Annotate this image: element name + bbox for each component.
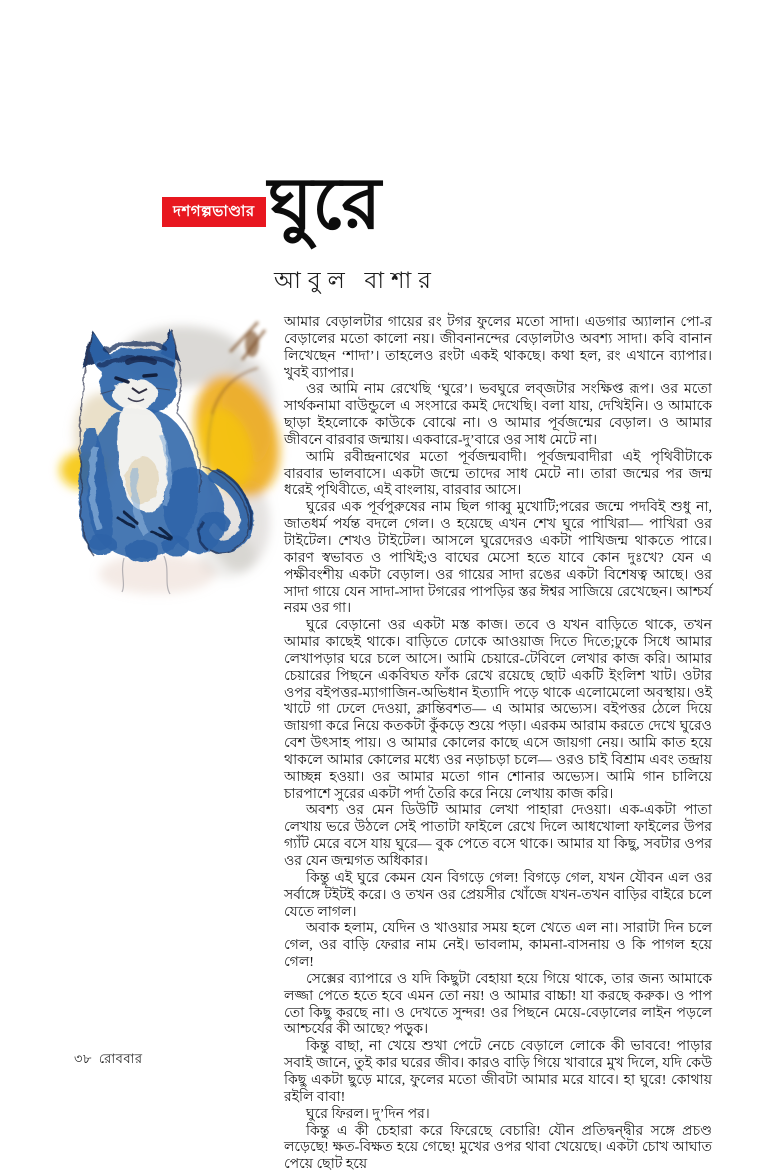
author-name: আবুল বাশার: [274, 262, 438, 301]
page-footer: [74, 1050, 142, 1071]
story-paragraph: আমার বেড়ালটার গায়ের রং টগর ফুলের মতো সাদা। এডগার অ্যালান পো-র বেড়ালের মতো কালো নয়। জীবনানন্দের বেড়ালটাও অবশ্য সাদা। কবি বানান লিখেছেন ‘শাদা’। তাহলেও রংটা একই থাকছে। কথা হল, রং এখানে ব্যাপার। খুবই ব্যাপার।: [284, 315, 712, 382]
magazine-name: রোববার: [99, 1051, 143, 1066]
story-paragraph: সেক্সের ব্যাপারে ও যদি কিছুটা বেহায়া হয়ে গিয়ে থাকে, তার জন্য আমাকে লজ্জা পেতে হতে হবে এমন তো নয়! ও আমার বাচ্চা! যা করছে করুক। ও পাপ তো কিছু করছে না। ও দেখতে সুন্দর! ওর পিছনে মেয়ে-বেড়ালের লাইন পড়লে আশ্চর্যের কী আছে? পড়ুক।: [284, 972, 712, 1039]
story-paragraph: অবশ্য ওর মেন ডিউটি আমার লেখা পাহারা দেওয়া। এক-একটা পাতা লেখায় ভরে উঠলে সেই পাতাটা ফাইলে রেখে দিলে আধখোলা ফাইলের উপর গ্যাঁট মেরে বসে যায় ঘুরে— বুক পেতে বসে থাকে। আমার যা কিছু, সবটার ওপর ওর যেন জন্মগত অধিকার।: [284, 803, 712, 870]
story-paragraph: কিন্তু এই ঘুরে কেমন যেন বিগড়ে গেল! বিগড়ে গেল, যখন যৌবন এল ওর সর্বাঙ্গে টইটই করে। ও তখন ওর প্রেয়সীর খোঁজে যখন-তখন বাড়ির বাইরে চলে যেতে লাগল।: [284, 871, 712, 922]
page-number: ৩৮: [74, 1051, 92, 1066]
story-paragraph: কিন্তু বাছা, না খেয়ে শুখা পেটে নেচে বেড়ালে লোকে কী ভাববে! পাড়ার সবাই জানে, তুই কার ঘরের জীব। কারও বাড়ি গিয়ে খাবারে মুখ দিলে, যদি কেউ কিছু একটা ছুড়ে মারে, ফুলের মতো জীবটা আমার মরে যাবে। হা ঘুরে! কোথায় রইলি বাবা!: [284, 1039, 712, 1106]
story-paragraph: ওর আমি নাম রেখেছি ‘ঘুরে’। ভবঘুরে লব্‌জটার সংক্ষিপ্ত রূপ। ওর মতো সার্থকনামা বাউন্ডুলে এ সংসারে কমই দেখেছি। বলা যায়, দেখিইনি। ও আমাকে ছাড়া ইহলোকে কাউকে বোঝে না। ও আমার পূর্বজন্মের বেড়াল। ও আমার জীবনে বারবার জন্মায়। একবারে-দু’বারে ওর সাধ মেটে না।: [284, 382, 712, 449]
story-paragraph: ঘুরের এক পূর্বপুরুষের নাম ছিল গাব্বু মুখোটি;পরের জন্মে পদবিই শুধু না, জাতধর্ম পর্যন্ত বদলে গেল। ও হয়েছে এখন শেখ ঘুরে পাখিরা— পাখিরা ওর টাইটেল। শেখও টাইটেল। আসলে ঘুরেদেরও একটা পাখিজন্ম থাকতে পারে। কারণ স্বভাবত ও পাখিই;ও বাঘের মেসো হতে যাবে কোন দুঃখে? যেন এ পক্ষীবংশীয় একটা বেড়াল। ওর গায়ের সাদা রঙের একটা বিশেষত্ব আছে। ওর সাদা গায়ে যেন সাদা-সাদা টগরের পাপড়ির স্তর ঈশ্বর সাজিয়ে রেখেছেন। আশ্চর্য নরম ওর গা।: [284, 500, 712, 618]
story-title: ঘুরে: [268, 163, 381, 246]
section-label: দশগল্পভাণ্ডার: [162, 197, 266, 227]
story-paragraph: ঘুরে ফিরল। দু’দিন পর।: [284, 1107, 712, 1124]
cat-illustration: [62, 318, 272, 608]
story-paragraph: ঘুরে বেড়ানো ওর একটা মস্ত কাজ। তবে ও যখন বাড়িতে থাকে, তখন আমার কাছেই থাকে। বাড়িতে ঢোকে আওয়াজ দিতে দিতে;ঢুকে সিধে আমার লেখাপড়ার ঘরে চলে আসে। আমি চেয়ারে-টেবিলে লেখার কাজ করি। আমার চেয়ারের পিছনে একবিঘত ফাঁক রেখে রয়েছে ছোট একটি ইংলিশ খাট। ওটার ওপর বইপত্তর-ম্যাগাজিন-অভিধান ইত্যাদি পড়ে থাকে এলোমেলো অবস্থায়। ওই খাটে গা ঢেলে দেওয়া, ক্লান্তিবশত— এ আমার অভ্যেস। বইপত্তর ঠেলে দিয়ে জায়গা করে নিয়ে কতকটা কুঁকড়ে শুয়ে পড়া। এরকম আরাম করতে দেখে ঘুরেও বেশ উৎসাহ পায়। ও আমার কোলের কাছে এসে জায়গা নেয়। আমি কাত হয়ে থাকলে আমার কোলের মধ্যে ওর নড়াচড়া চলে— ওরও চাই বিশ্রাম এবং তন্দ্রায় আচ্ছন্ন হওয়া। ওর আমার মতো গান শোনার অভ্যেস। আমি গান চালিয়ে চারপাশে সুরের একটা পর্দা তৈরি করে নিয়ে লেখায় কাজ করি।: [284, 618, 712, 803]
story-paragraph: অবাক হলাম, যেদিন ও খাওয়ার সময় হলে খেতে এল না। সারাটা দিন চলে গেল, ওর বাড়ি ফেরার নাম নেই। ভাবলাম, কামনা-বাসনায় ও কি পাগল হয়ে গেল!: [284, 921, 712, 972]
blue-cat-artwork: [62, 318, 272, 608]
story-paragraph: আমি রবীন্দ্রনাথের মতো পূর্বজন্মবাদী। পূর্বজন্মবাদীরা এই পৃথিবীটাকে বারবার ভালবাসে। একটা জন্মে তাদের সাধ মেটে না। তারা জন্মের পর জন্ম ধরেই পৃথিবীতে, এই বাংলায়, বারবার আসে।: [284, 450, 712, 501]
story-paragraph: কিন্তু এ কী চেহারা করে ফিরেছে বেচারি! যৌন প্রতিদ্বন্দ্বীর সঙ্গে প্রচণ্ড লড়েছে! ক্ষত-বিক্ষত হয়ে গেছে! মুখের ওপর থাবা খেয়েছে। একটা চোখ আঘাত পেয়ে ছোট হয়ে: [284, 1124, 712, 1174]
story-body: [284, 315, 712, 1041]
